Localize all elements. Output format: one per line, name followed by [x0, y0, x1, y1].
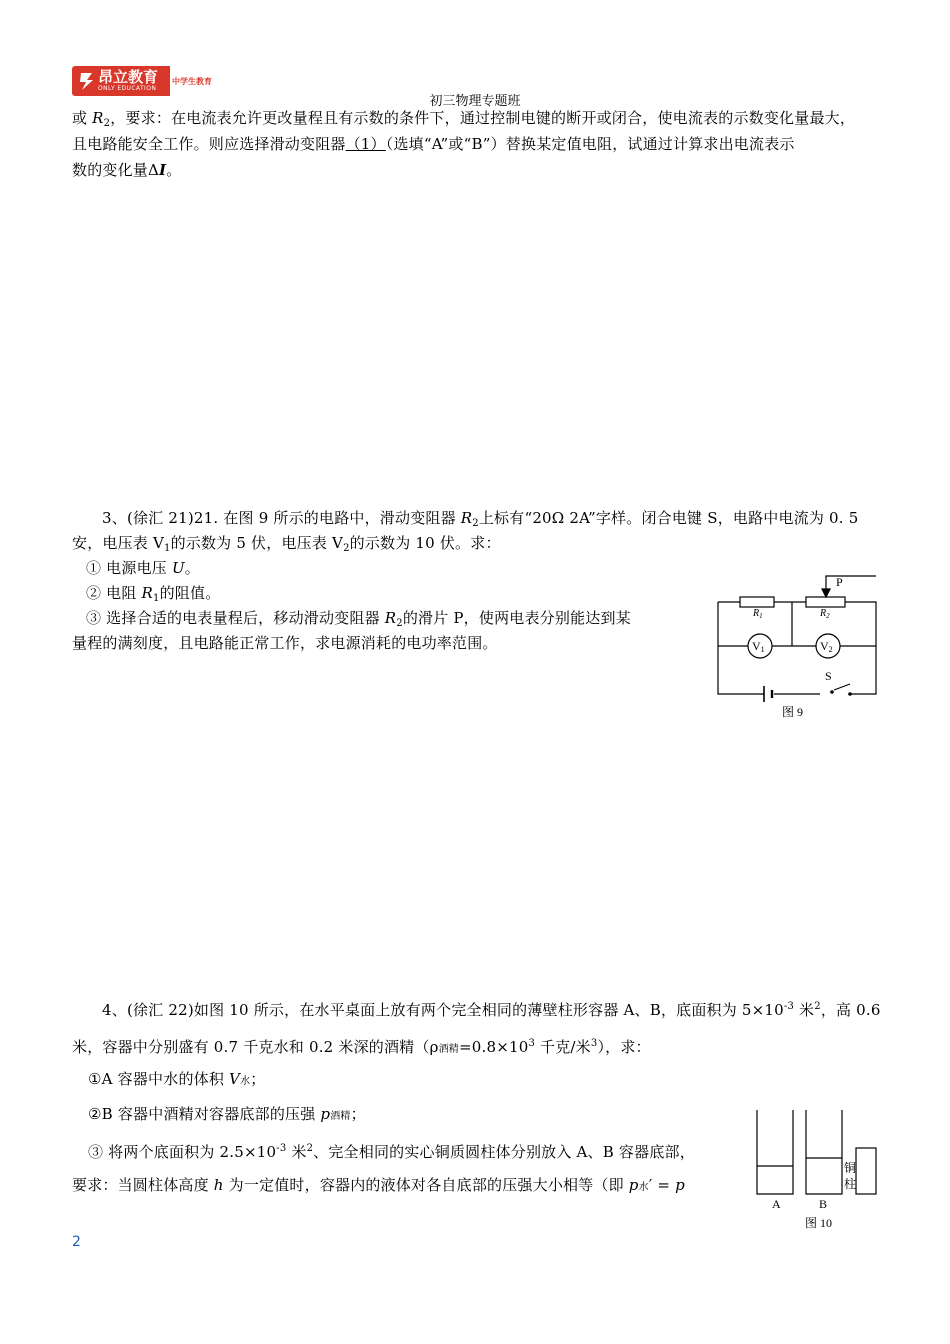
text-line: 米，容器中分别盛有 0.7 千克水和 0.2 米深的酒精（ρ酒精$=0.8\times 10^3$ 千克/米$^3$），求：	[72, 1038, 651, 1056]
text-line: 安，电压表 $V_1$的示数为 5 伏，电压表 $V_2$的示数为 10 伏。求：	[72, 534, 501, 554]
v1-label: V1	[752, 639, 765, 654]
containers-diagram	[748, 1104, 888, 1234]
logo-mark-icon	[78, 70, 96, 92]
problem-4-question-3: ③ 将两个底面积为 $2.5\times 10^{-3}$ 米$^2$、完全相同的实心铜质圆柱体分别放入 A、B 容器底部，	[88, 1143, 695, 1161]
text-line: 数的变化量ΔI。	[72, 161, 182, 179]
answer-blank: （1）	[345, 135, 386, 153]
slider-label: P	[836, 575, 843, 589]
container-b-label: B	[819, 1197, 828, 1211]
problem-3-intro: 3、(徐汇 21)21. 在图 9 所示的电路中，滑动变阻器 $R_2$上标有“20Ω 2A”字样。闭合电键 S，电路中电流为 0. 5	[102, 509, 859, 529]
text-line: 且电路能安全工作。则应选择滑动变阻器（1）（选填“A”或“B”）替换某定值电阻，试通过计算求出电流表示	[72, 135, 795, 153]
text-line: 量程的满刻度，且电路能正常工作，求电源消耗的电功率范围。	[72, 634, 498, 652]
v2-label: V2	[820, 639, 833, 654]
circuit-diagram	[700, 566, 900, 726]
text-line: 或 $R_2$，要求：在电流表允许更改量程且有示数的条件下，通过控制电键的断开或闭合，使电流表的示数变化量最大，	[72, 109, 856, 129]
cylinder-label: 柱	[844, 1177, 857, 1191]
figure-10-caption: 图 10	[805, 1216, 833, 1230]
page-number: 2	[72, 1234, 81, 1250]
problem-3-question-3: ③ 选择合适的电表量程后，移动滑动变阻器 $R_2$的滑片 P，使两电表分别能达到某	[86, 609, 631, 629]
problem-3-question-1: ① 电源电压 U。	[86, 559, 200, 577]
container-a-label: A	[772, 1197, 781, 1211]
problem-4-question-1: ①A 容器中水的体积 V水；	[88, 1070, 266, 1088]
problem-4-question-2: ②B 容器中酒精对容器底部的压强 p酒精；	[88, 1105, 366, 1123]
resistor-r2	[806, 597, 845, 607]
wire-right	[845, 602, 876, 694]
r1-label: $R_1$	[753, 608, 763, 620]
logo-english-text: ONLY EDUCATION	[98, 85, 157, 92]
container-a	[757, 1110, 793, 1194]
logo-chinese-text: 昂立教育	[98, 68, 159, 86]
switch-label: S	[825, 669, 832, 683]
container-b	[806, 1110, 842, 1194]
slider-wire	[826, 576, 876, 596]
switch-contact	[830, 690, 834, 694]
resistor-r1	[740, 597, 774, 607]
problem-3-question-2: ② 电阻 $R_1$的阻值。	[86, 584, 221, 604]
text-line: 要求：当圆柱体高度 h 为一定值时，容器内的液体对各自底部的压强大小相等（即 p水′ = p	[72, 1176, 685, 1194]
r2-label: $R_2$	[820, 608, 830, 620]
switch-contact	[848, 692, 852, 696]
page-header-title: 初三物理专题班	[429, 94, 521, 109]
copper-cylinder	[856, 1148, 876, 1194]
problem-4-intro: 4、(徐汇 22)如图 10 所示，在水平桌面上放有两个完全相同的薄壁柱形容器 A、B，底面积为 $5\times 10^{-3}$ 米$^2$，高 0.6	[102, 1001, 881, 1019]
cylinder-label: 铜	[844, 1161, 857, 1175]
switch-blade	[834, 684, 850, 690]
slider-arrow-icon	[822, 589, 830, 597]
figure-9-caption: 图 9	[782, 705, 804, 719]
logo-subtitle: 中学生教育	[172, 77, 212, 86]
